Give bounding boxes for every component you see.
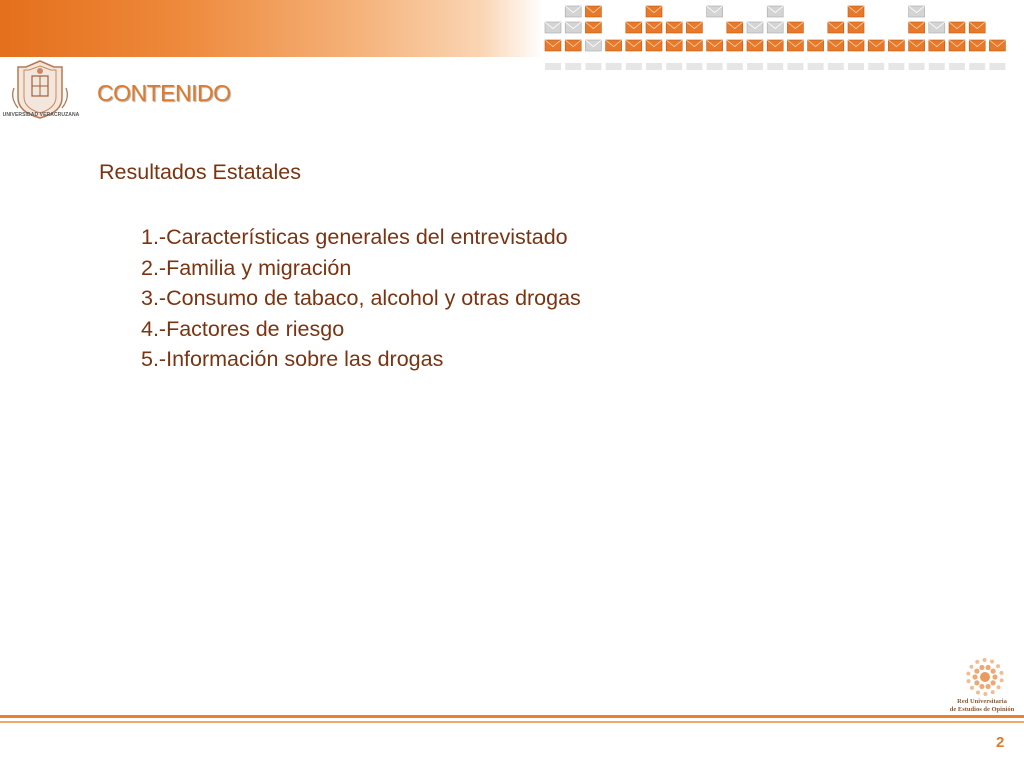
list-item: 4.-Factores de riesgo [141, 316, 345, 341]
section-heading: Resultados Estatales [99, 160, 301, 184]
org-logo-caption [940, 698, 1024, 713]
university-crest-icon [4, 58, 76, 120]
dotted-network-icon [962, 656, 1008, 700]
footer-rule [0, 715, 1024, 718]
contents-list [141, 222, 581, 375]
list-item: 2.-Familia y migración [141, 255, 352, 280]
university-logo-caption: UNIVERSIDAD VERACRUZANA [2, 112, 80, 118]
list-item: 5.-Información sobre las drogas [141, 347, 444, 371]
slide-title: CONTENIDO [97, 80, 231, 106]
org-caption-line-1: Red Universitaria [957, 698, 1007, 705]
page-number: 2 [996, 734, 1005, 751]
envelope-tile-mosaic-icon [0, 0, 1024, 80]
org-caption-line-2: de Estudios de Opinión [949, 705, 1015, 713]
list-item: 3.-Consumo de tabaco, alcohol y otras drogas [141, 286, 581, 310]
list-item: 1.-Características generales del entrevistado [141, 225, 568, 249]
footer-rule-thin [0, 721, 1024, 723]
